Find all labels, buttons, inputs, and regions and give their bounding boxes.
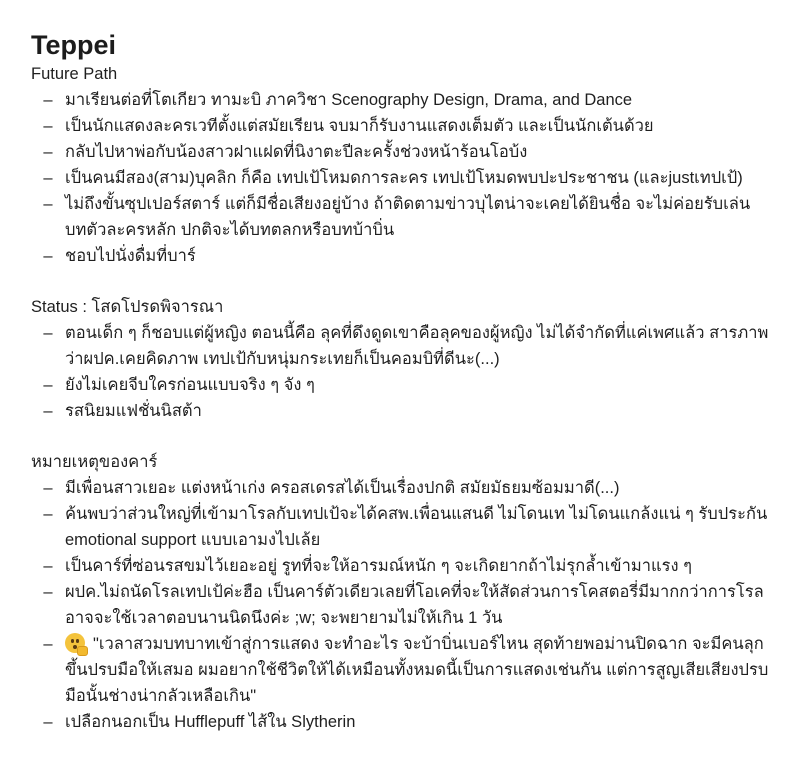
list-item [31, 631, 771, 709]
page-title: Teppei [31, 30, 117, 60]
notes-heading: หมายเหตุของคาร์ [31, 453, 158, 471]
list-item-text: ค้นพบว่าส่วนใหญ่ที่เข้ามาโรลกับเทปเป้จะได้คสพ.เพื่อนแสนดี ไม่โดนเท ไม่โดนแกล้งแน่ ๆ รับประกัน emotional support แบบเอามงไปเล้ย [65, 505, 768, 549]
list-item [31, 243, 771, 269]
bullet-dash: – [43, 169, 53, 187]
list-item-text: มาเรียนต่อที่โตเกียว ทามะบิ ภาควิชา Scenography Design, Drama, and Dance [65, 91, 633, 109]
list-item-text: ไม่ถึงขั้นซุปเปอร์สตาร์ แต่ก็มีชื่อเสียงอยู่บ้าง ถ้าติดตามข่าวบุไตน่าจะเคยได้ยินชื่อ จะไม่ค่อยรับเล่นบทตัวละครหลัก ปกติจะได้บทตลกหรือบทบ้าบิ่น [65, 195, 751, 239]
list-item [31, 320, 771, 372]
bullet-dash: – [43, 635, 53, 653]
list-item [31, 553, 771, 579]
bullet-dash: – [43, 247, 53, 265]
list-item-text: ตอนเด็ก ๆ ก็ชอบแต่ผู้หญิง ตอนนี้คือ ลุคที่ดึงดูดเขาคือลุคของผู้หญิง ไม่ได้จำกัดที่แค่เพศแล้ว สารภาพว่าผปค.เคยคิดภาพ เทปเป้กับหนุ่มกระเทยก็เป็นคอมบิที่ดีนะ(...) [65, 324, 769, 368]
status-heading: Status : โสดโปรดพิจารณา [31, 298, 224, 316]
list-item-text: ชอบไปนั่งดื่มที่บาร์ [65, 247, 196, 265]
list-item [31, 579, 771, 631]
bullet-dash: – [43, 505, 53, 523]
list-item [31, 475, 771, 501]
list-item-text: ผปค.ไม่ถนัดโรลเทปเป้ค่ะฮือ เป็นคาร์ตัวเดียวเลยที่โอเคที่จะให้สัดส่วนการโคสตอรี่มีมากกว่าการโรล อาจจะใช้เวลาตอบนานนิดนึงค่ะ ;w; จะพยายามไม่ให้เกิน 1 วัน [65, 583, 764, 627]
shushing-face-icon [65, 633, 85, 653]
list-item [31, 709, 771, 735]
list-item [31, 165, 771, 191]
list-item [31, 113, 771, 139]
bullet-dash: – [43, 713, 53, 731]
status-list [31, 320, 771, 424]
bullet-dash: – [43, 195, 53, 213]
bullet-dash: – [43, 583, 53, 601]
future-path-list [31, 87, 771, 269]
list-item [31, 87, 771, 113]
list-item-text: เป็นนักแสดงละครเวทีตั้งแต่สมัยเรียน จบมาก็รับงานแสดงเต็มตัว และเป็นนักเต้นด้วย [65, 117, 654, 135]
bullet-dash: – [43, 402, 53, 420]
bullet-dash: – [43, 143, 53, 161]
bullet-dash: – [43, 324, 53, 342]
list-item-text: เป็นคนมีสอง(สาม)บุคลิก ก็คือ เทปเป้โหมดการละคร เทปเป้โหมดพบปะประชาชน (และjustเทปเป้) [65, 169, 743, 187]
list-item [31, 398, 771, 424]
notes-list [31, 475, 771, 735]
list-item-text: มีเพื่อนสาวเยอะ แต่งหน้าเก่ง ครอสเดรสได้เป็นเรื่องปกติ สมัยมัธยมซ้อมมาดี(...) [65, 479, 620, 497]
bullet-dash: – [43, 117, 53, 135]
bullet-dash: – [43, 376, 53, 394]
bullet-dash: – [43, 91, 53, 109]
bullet-dash: – [43, 479, 53, 497]
bullet-dash: – [43, 557, 53, 575]
list-item [31, 191, 771, 243]
future-path-heading: Future Path [31, 65, 118, 83]
list-item-text: เปลือกนอกเป็น Hufflepuff ไส้ใน Slytherin [65, 713, 356, 731]
list-item-text: กลับไปหาพ่อกับน้องสาวฝาแฝดที่นิงาตะปีละครั้งช่วงหน้าร้อนโอบ้ง [65, 143, 528, 161]
list-item-text: เป็นคาร์ที่ซ่อนรสขมไว้เยอะอยู่ รูทที่จะให้อารมณ์หนัก ๆ จะเกิดยากถ้าไม่รุกล้ำเข้ามาแรง ๆ [65, 557, 692, 575]
list-item [31, 372, 771, 398]
list-item [31, 139, 771, 165]
list-item-text: รสนิยมแฟชั่นนิสต้า [65, 402, 202, 420]
list-item [31, 501, 771, 553]
list-item-text: ยังไม่เคยจีบใครก่อนแบบจริง ๆ จัง ๆ [65, 376, 315, 394]
quote-text: "เวลาสวมบทบาทเข้าสู่การแสดง จะทำอะไร จะบ้าบิ่นเบอร์ไหน สุดท้ายพอม่านปิดฉาก จะมีคนลุกขึ้นปรบมือให้เสมอ ผมอยากใช้ชีวิตให้ได้เหมือนทั้งหมดนี้เป็นการแสดงเช่นกัน แต่การสูญเสียเสียงปรบมือนั้นช่างน่ากลัวเหลือเกิน" [65, 635, 769, 705]
